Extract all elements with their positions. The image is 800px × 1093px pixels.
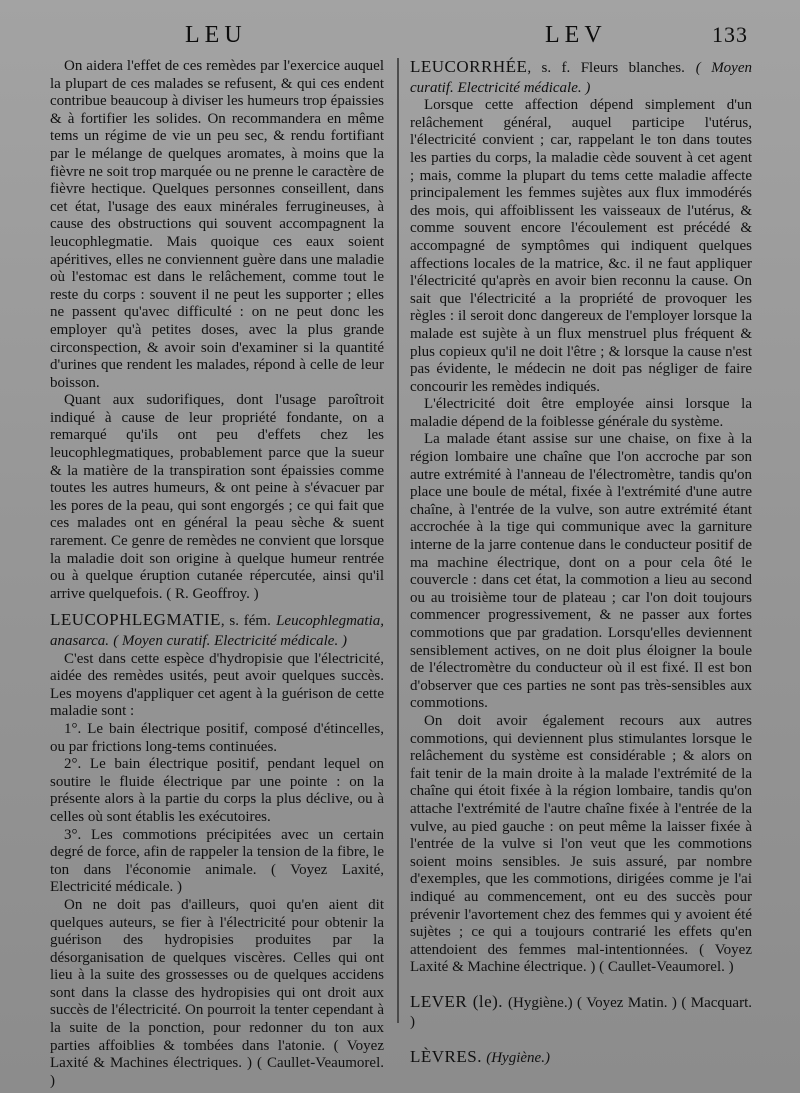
spacer [410, 1032, 752, 1040]
paragraph: L'électricité doit être employée ainsi lorsque la maladie dépend de la foiblesse générale du système. [410, 396, 752, 430]
entry-heading [50, 611, 384, 650]
entry-class: ( Moyen curatif. Electricité médicale. ) [113, 633, 347, 649]
header-right-word: LEV [545, 22, 607, 48]
entry-heading [410, 58, 752, 97]
paragraph: La malade étant assise sur une chaise, on fixe à la région lombaire une chaîne que l'on accroche par son autre extrémité à l'anneau de l'électromètre, tandis qu'on place une boule de métal, fixée à l'extrémité d'une autre chaîne, à l'entrée de la vulve, son autre extrémité étant accrochée à la tige qui communique avec la garniture interne de la jarre contenue dans le conducteur positif de ma machine électrique, dont on a pour cela ôté le couvercle : dans cet état, la commotion a lieu au second ou au troisième tour de plateau ; car l'on doit toujours commencer progressivement, & ne passer aux fortes commotions que par gradation. Lorsqu'elles deviennent sensiblement actives, on ne doit plus éloigner la boule de l'électromètre du conducteur où il est fixé. Il est bon d'observer que ces parties ne sont pas très-sensibles aux commotions. [410, 431, 752, 712]
entry-grammar: , s. f. Fleurs blanches. [527, 60, 685, 76]
entry-title: LÈVRES. [410, 1047, 482, 1067]
paragraph: Quant aux sudorifiques, dont l'usage paroîtroit indiqué à cause de leur propriété fondante, on a remarqué qu'ils ont peu d'effets chez les leucophlegmatiques, probablement parce que la sueur & la matière de la transpiration sont épaissies comme toutes les autres humeurs, & ont peine à s'évacuer par les pores de la peau, qui sont engorgés ; ce qui fait que ces malades ont en général la peau sèche & suent rarement. Ce genre de remèdes ne convient que lorsque la maladie doit son origine à quelque humeur rentrée ou à quelque éruption cutanée répercutée, ainsi qu'il arrive quelquefois. ( R. Geoffroy. ) [50, 392, 384, 602]
entry-rest: (Hygiène.) [486, 1050, 550, 1067]
running-header [0, 22, 800, 62]
page-number: 133 [712, 22, 748, 47]
list-item: 2°. Le bain électrique positif, pendant lequel on soutire le fluide électrique par une pointe : on la présente alors à la partie du corps la plus déclive, ou à celles où sont établis les exécutoires. [50, 756, 384, 825]
entry-class: ( Moyen curatif. Electricité médicale. ) [410, 60, 753, 96]
entry-grammar: , s. fém. [220, 613, 271, 630]
paragraph: C'est dans cette espèce d'hydropisie que l'électricité, aidée des remèdes usités, peut avoir quelques succès. Les moyens d'appliquer cet agent à la guérison de cette maladie sont : [50, 650, 384, 720]
spacer [410, 977, 752, 985]
paragraph: On ne doit pas d'ailleurs, quoi qu'en aient dit quelques auteurs, se fier à l'électricité pour obtenir la guérison des hydropisies produites par la désorganisation de quelques viscères. Celles qui ont lieu à la suite des grossesses ou de quelques accidens sont dans la classe des hydropisies qui ont droit aux succès de l'électricité. On pourroit la tenter cependant à la suite de la ponction, pour redonner du ton aux parties affoiblies & tombées dans l'atonie. ( Voyez Laxité & Machines électriques. ) ( Caullet-Veaumorel. ) [50, 896, 384, 1089]
paragraph: On aidera l'effet de ces remèdes par l'exercice auquel la plupart de ces malades se refusent, & qui ces endent contribue beaucoup à diviser les humeurs trop épaissies & à fortifier les solides. On recommandera en même tems un régime de vie un peu sec, & rendu fortifiant par le mélange de quelques aromates, à moins que la fièvre ne soit trop marquée ou ne prenne le caractère de fièvre hectique. Quelques personnes conseillent, dans cet état, l'usage des eaux minérales ferrugineuses, à cause des obstructions qui souvent accompagnent la leucophlegmatie. Mais quoique ces eaux soient apéritives, elles ne conviennent guère dans une maladie où l'estomac est dans le relâchement, comme tout le reste du corps : souvent il ne peut les supporter ; elles ne passent qu'avec difficulté : on ne peut donc les employer qu'à petites doses, avec la plus grande circonspection, & avoir soin d'examiner si la quantité d'urines que rendent les malades, répond à celle de leur boisson. [50, 58, 384, 391]
left-column [50, 58, 384, 1090]
header-left-word: LEU [185, 22, 247, 48]
paragraph: Lorsque cette affection dépend simplement d'un relâchement général, auquel participe l'utérus, l'électricité convient ; car, rappelant le ton dans toutes les parties du corps, la maladie cède souvent à cet agent ; mais, comme la plupart du tems cette maladie affecte principalement les femmes sujètes aux flux immodérés des mois, qui affoiblissent les vaisseaux de l'utérus, & comme souvent encore l'écoulement est précédé & accompagné de symptômes qui indiquent quelques affections locales de la matrice, &c. il ne faut appliquer l'électricité qu'après en avoir bien reconnu la cause. On sait que l'électricité a la propriété de provoquer les règles : il seroit donc dangereux de l'employer lorsque la malade est sujète à un flux menstruel plus fréquent & plus copieux qu'il ne doit l'être ; & lorsque la cause n'est pas évidente, le médecin ne doit pas négliger de faire concourir les remèdes indiqués. [410, 97, 752, 395]
column-divider [397, 58, 399, 1023]
entry-heading [410, 1048, 752, 1068]
right-column [410, 58, 752, 1068]
entry-rest: (Hygiène.) ( Voyez Matin. ) ( Macquart. ) [410, 994, 752, 1031]
entry-title: LEUCORRHÉE [410, 57, 528, 76]
entry-latin: Leucophlegmatia, anasarca. [50, 613, 384, 649]
entry-title: LEUCOPHLEGMATIE [50, 610, 221, 630]
list-item: 1°. Le bain électrique positif, composé d'étincelles, ou par frictions long-tems continuées. [50, 720, 384, 755]
list-item: 3°. Les commotions précipitées avec un certain degré de force, afin de rappeler la tension de la fibre, le ton dans l'économie animale. ( Voyez Laxité, Electricité médicale. ) [50, 826, 384, 896]
entry-heading [410, 993, 752, 1032]
paragraph: On doit avoir également recours aux autres commotions, qui deviennent plus stimulantes lorsque le relâchement du système est considérable ; & alors on fait tenir de la main droite à la malade l'extrémité de la chaîne qui étoit fixée à la région lombaire, tandis qu'on attache l'extrémité de l'autre chaîne fixée à l'entrée de la vulve, au pied gauche : on peut même la laisser fixée à l'entrée de la vulve si l'on veut que les commotions soient moins sensibles. Je suis assuré, par nombre d'exemples, que les commotions, dirigées comme je l'ai indiqué au commencement, ont eu des succès pour prévenir l'avortement chez des femmes qui y avoient été sujètes ; ce qui a toujours contrarié les effets qu'en attendoient des femmes mal-intentionnées. ( Voyez Laxité & Machine électrique. ) ( Caullet-Veaumorel. ) [410, 712, 752, 976]
entry-title: LEVER (le). [410, 991, 504, 1011]
